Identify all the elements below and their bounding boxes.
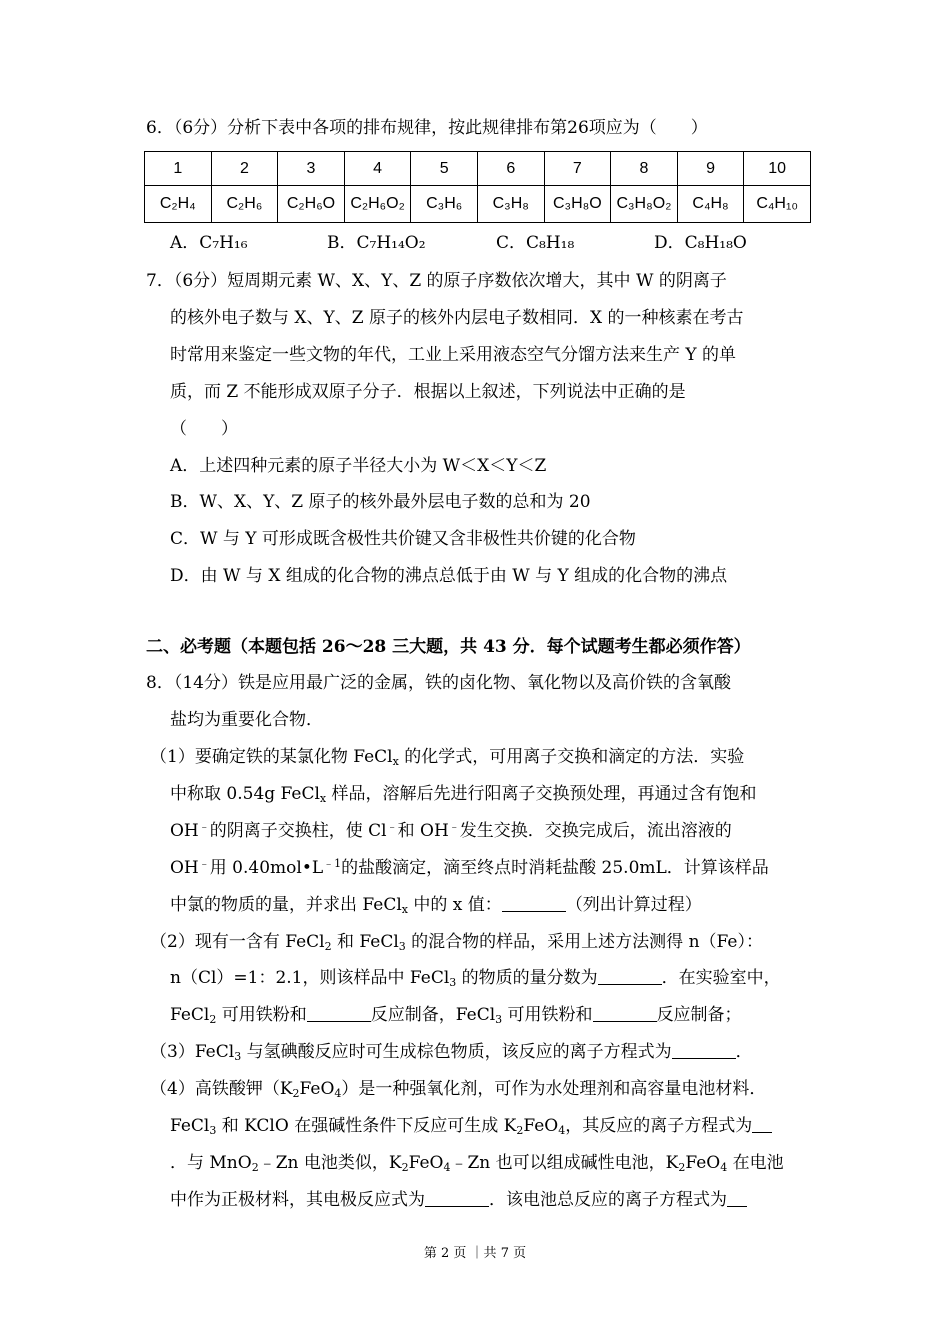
table-cell-formula: C₂H₆O xyxy=(278,186,345,223)
table-cell-index: 7 xyxy=(544,152,611,186)
q6-option-c: C．C₈H₁₈ xyxy=(496,233,575,253)
q7-line: 质，而 Z 不能形成双原子分子．根据以上叙述，下列说法中正确的是 xyxy=(170,382,686,402)
q8-part2-line: FeCl$_2$ 可用铁粉和 反应制备，FeCl$_3$ 可用铁粉和 反应制备； xyxy=(170,1005,742,1026)
q7-option-d: D．由 W 与 X 组成的化合物的沸点总低于由 W 与 Y 组成的化合物的沸点 xyxy=(170,566,728,586)
table-cell-formula: C₄H₈ xyxy=(677,186,744,223)
table-cell-index: 3 xyxy=(278,152,345,186)
table-row xyxy=(145,152,811,186)
q6-option-b-formula: C₇H₁₄O₂ xyxy=(356,233,426,253)
q8-stem: 8．（14分）铁是应用最广泛的金属，铁的卤化物、氧化物以及高价铁的含氧酸 xyxy=(146,673,731,693)
answer-blank[interactable] xyxy=(672,1042,736,1059)
table-cell-index: 10 xyxy=(744,152,811,186)
table-cell-index: 5 xyxy=(411,152,478,186)
table-cell-formula: C₂H₄ xyxy=(145,186,212,223)
q6-option-d-formula: C₈H₁₈O xyxy=(684,233,747,253)
table-cell-formula: C₂H₆O₂ xyxy=(344,186,411,223)
answer-blank[interactable] xyxy=(752,1116,772,1133)
q8-part2-line: （2）现有一含有 FeCl$_2$ 和 FeCl$_3$ 的混合物的样品，采用上述方法测得 n（Fe）： xyxy=(150,932,763,953)
q8-part4-line: 中作为正极材料，其电极反应式为 ．该电池总反应的离子方程式为 xyxy=(170,1189,747,1211)
table-cell-formula: C₂H₆ xyxy=(211,186,278,223)
answer-blank[interactable] xyxy=(598,968,662,985)
table-cell-formula: C₃H₆ xyxy=(411,186,478,223)
answer-blank[interactable] xyxy=(502,895,566,912)
q6-option-c-formula: C₈H₁₈ xyxy=(526,233,575,253)
q7-line: 7．（6分）短周期元素 W、X、Y、Z 的原子序数依次增大，其中 W 的阴离子 xyxy=(146,271,727,291)
page-footer: 第 2 页 ｜共 7 页 xyxy=(423,1246,527,1261)
q7-option-a: A．上述四种元素的原子半径大小为 W＜X＜Y＜Z xyxy=(170,456,547,476)
table-cell-index: 9 xyxy=(677,152,744,186)
q6-option-d: D．C₈H₁₈O xyxy=(654,233,747,253)
table-cell-formula: C₃H₈O xyxy=(544,186,611,223)
answer-blank[interactable] xyxy=(593,1005,657,1022)
table-cell-formula: C₃H₈O₂ xyxy=(611,186,678,223)
table-cell-index: 8 xyxy=(611,152,678,186)
answer-blank[interactable] xyxy=(307,1005,371,1022)
table-cell-index: 6 xyxy=(477,152,544,186)
q6-option-a-formula: C₇H₁₆ xyxy=(199,233,248,253)
q8-part1-line: 中氯的物质的量，并求出 FeCl$_x$ 中的 x 值： （列出计算过程） xyxy=(170,895,702,916)
sequence-table xyxy=(144,151,811,223)
table-cell-index: 1 xyxy=(145,152,212,186)
section-heading: 二、必考题（本题包括 26～28 三大题，共 43 分．每个试题考生都必须作答） xyxy=(146,637,751,657)
q8-part1-line: 中称取 0.54g FeCl$_x$ 样品，溶解后先进行阳离子交换预处理，再通过含有饱和 xyxy=(170,784,757,805)
q6-stem: 6．（6分）分析下表中各项的排布规律，按此规律排布第26项应为（ ） xyxy=(146,118,708,138)
table-cell-index: 4 xyxy=(344,152,411,186)
q6-option-b: B．C₇H₁₄O₂ xyxy=(327,233,426,253)
q7-option-c: C．W 与 Y 可形成既含极性共价键又含非极性共价键的化合物 xyxy=(170,529,636,549)
q8-stem: 盐均为重要化合物． xyxy=(170,710,323,730)
q8-part1-line: OH﹣的阴离子交换柱，使 Cl﹣和 OH﹣发生交换．交换完成后，流出溶液的 xyxy=(170,820,732,841)
q8-part2-line: n（Cl）=1：2.1，则该样品中 FeCl$_3$ 的物质的量分数为 ．在实验室中， xyxy=(170,968,781,989)
q6-option-a: A．C₇H₁₆ xyxy=(170,233,248,253)
q8-part4-line: FeCl$_3$ 和 KClO 在强碱性条件下反应可生成 $K_2FeO_4$，其反应的离子方程式为 xyxy=(170,1115,772,1137)
q7-line: 时常用来鉴定一些文物的年代，工业上采用液态空气分馏方法来生产 Y 的单 xyxy=(170,345,737,365)
answer-blank[interactable] xyxy=(727,1190,747,1207)
table-cell-formula: C₄H₁₀ xyxy=(744,186,811,223)
table-cell-index: 2 xyxy=(211,152,278,186)
q8-part4-line: ．与 MnO$_2$﹣Zn 电池类似，$K_2FeO_4﹣Zn$ 也可以组成碱性电池，$K_2FeO_4$ 在电池 xyxy=(170,1153,784,1174)
q7-option-b: B．W、X、Y、Z 原子的核外最外层电子数的总和为 20 xyxy=(170,492,591,512)
q8-part4-line: （4）高铁酸钾$(K_2FeO_4)$是一种强氧化剂，可作为水处理剂和高容量电池材料． xyxy=(150,1079,767,1100)
table-cell-formula: C₃H₈ xyxy=(477,186,544,223)
q7-line: 的核外电子数与 X、Y、Z 原子的核外内层电子数相同．X 的一种核素在考古 xyxy=(170,308,744,328)
table-row xyxy=(145,186,811,223)
answer-blank[interactable] xyxy=(425,1190,489,1207)
q8-part3-line: （3）FeCl$_3$ 与氢碘酸反应时可生成棕色物质，该反应的离子方程式为 ． xyxy=(150,1042,753,1063)
q8-part1-line: （1）要确定铁的某氯化物 FeCl$_x$ 的化学式，可用离子交换和滴定的方法．实验 xyxy=(150,747,745,768)
q8-part1-line: OH﹣用 $0.40mol•L^{﹣1}$的盐酸滴定，滴至终点时消耗盐酸 25.0mL．计算该样品 xyxy=(170,857,769,878)
q7-line: （ ） xyxy=(170,419,238,439)
